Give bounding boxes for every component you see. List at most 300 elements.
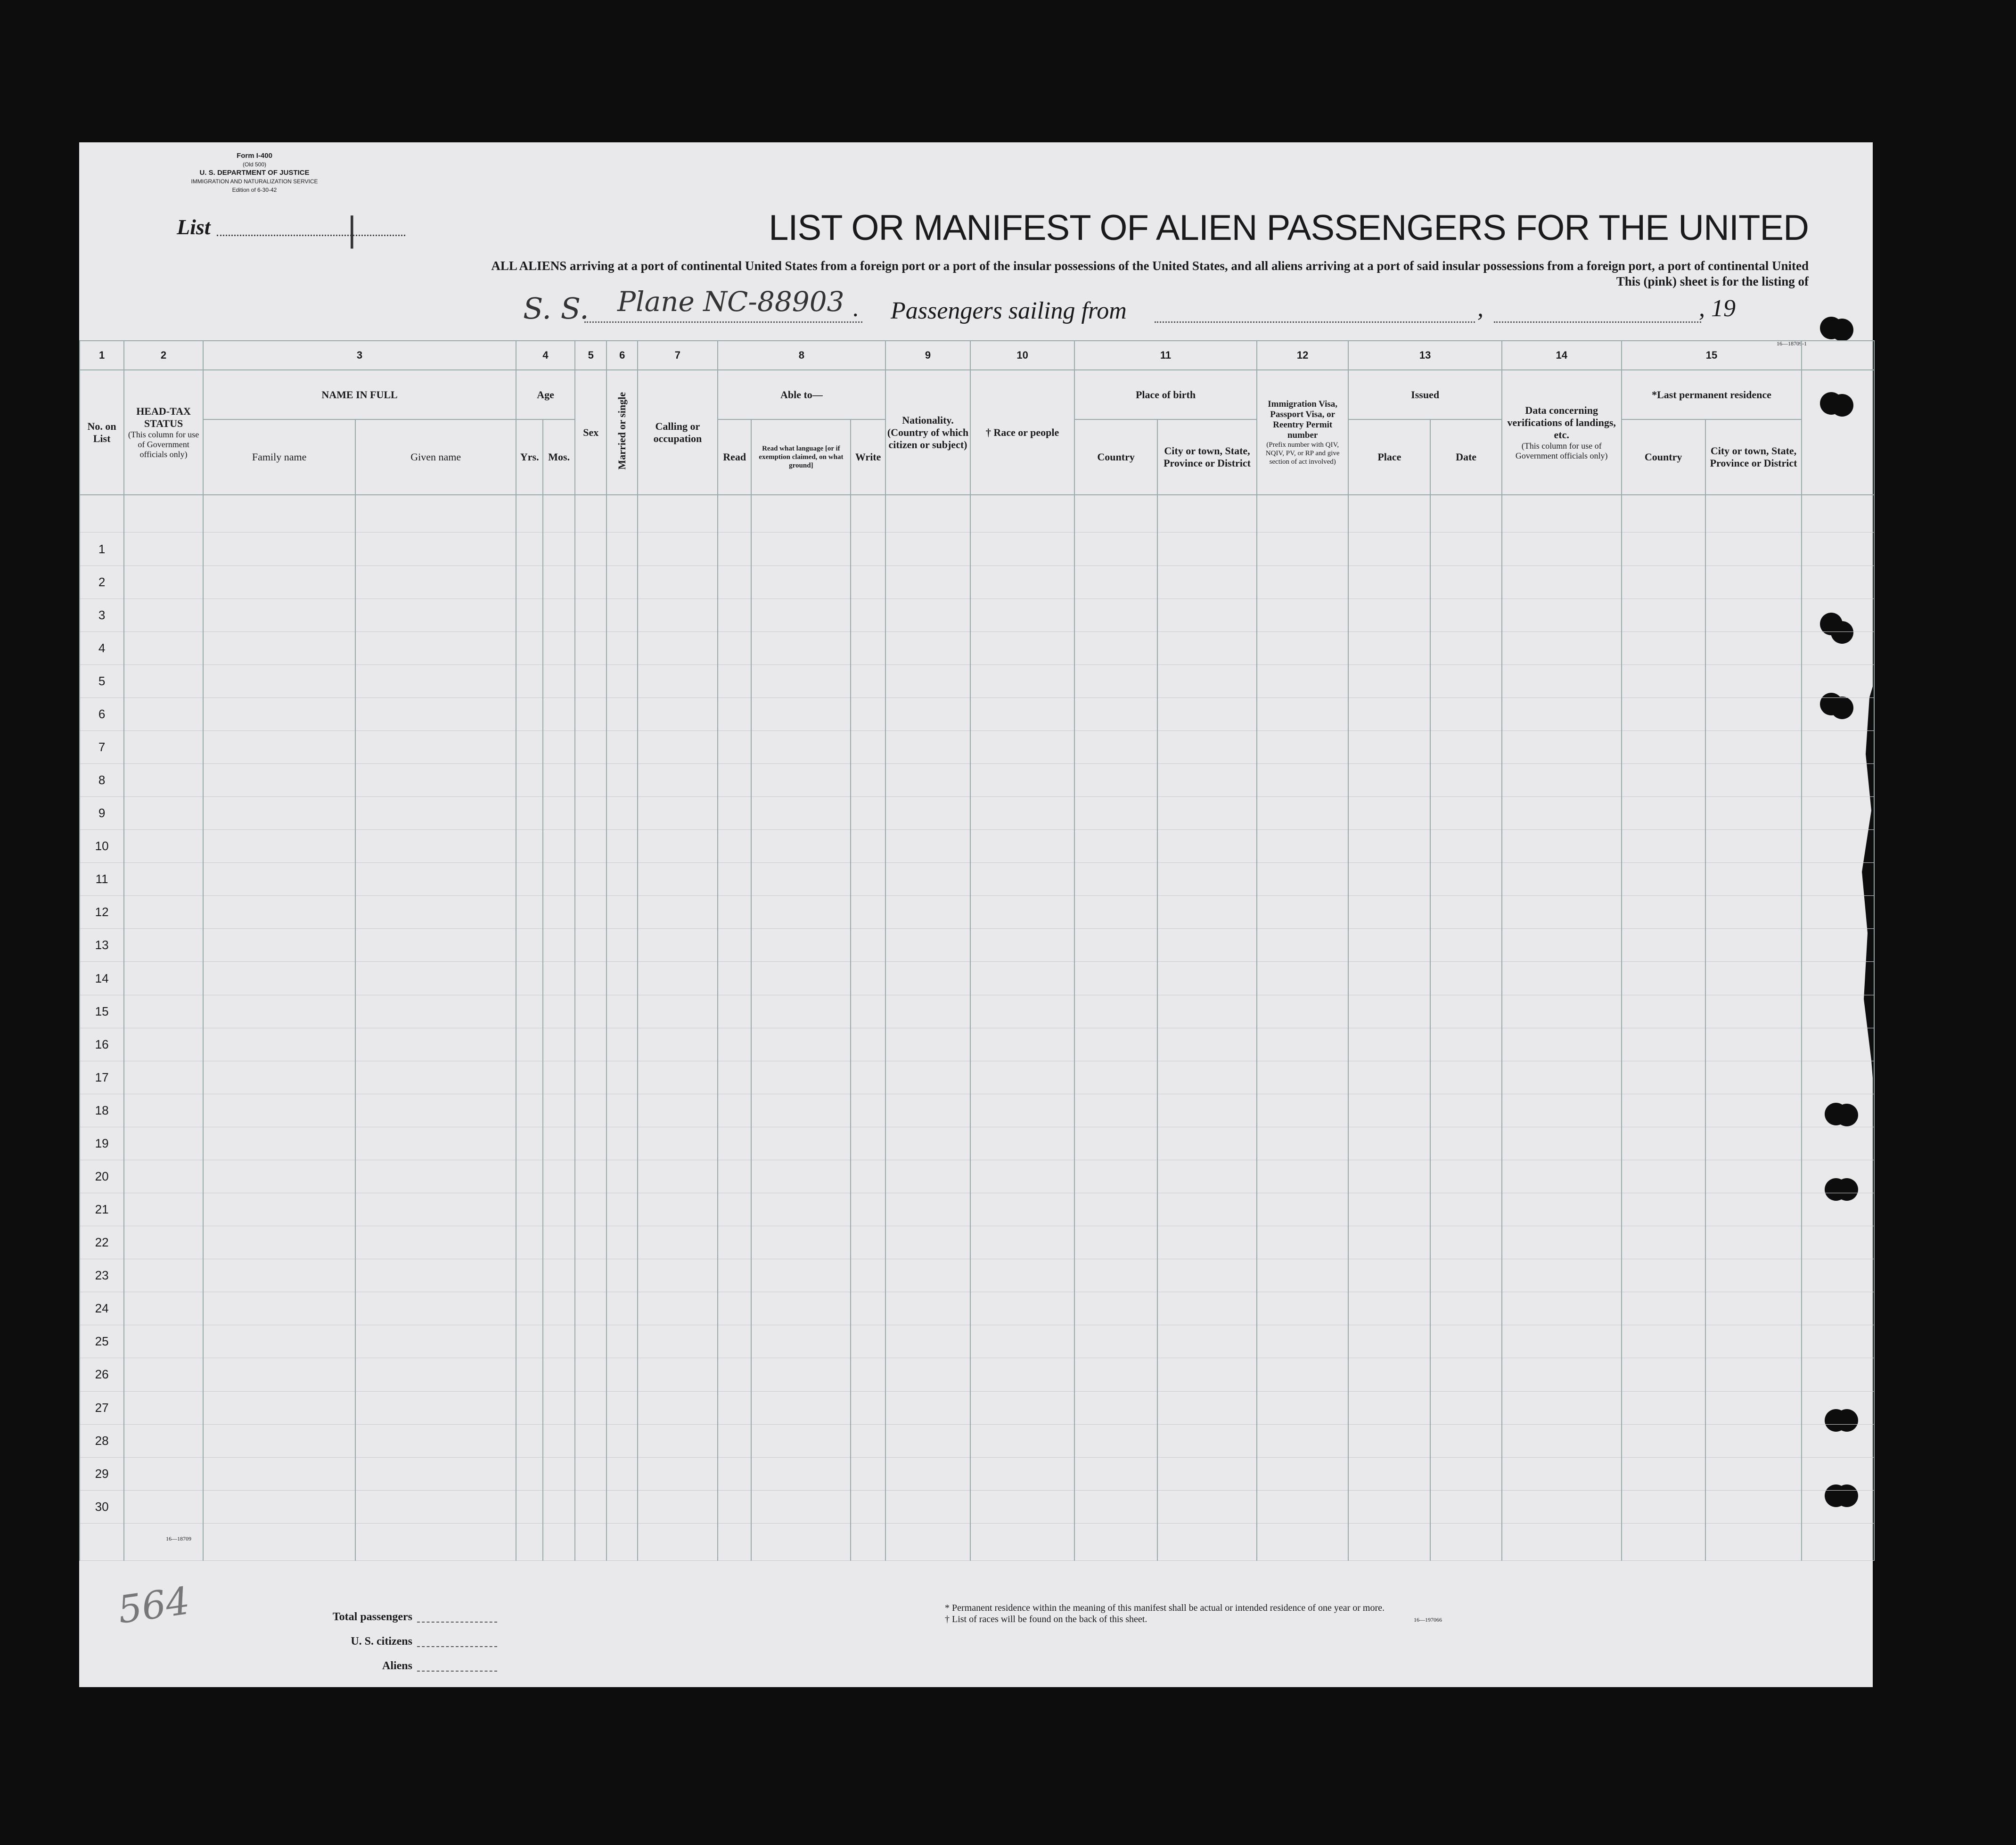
row-cell <box>516 1028 543 1061</box>
row-cell <box>1705 797 1802 830</box>
row-cell <box>516 1160 543 1193</box>
row-cell <box>203 1193 355 1226</box>
row-cell <box>543 730 575 763</box>
row-cell <box>851 1193 885 1226</box>
row-cell <box>516 863 543 896</box>
row-number: 21 <box>80 1193 124 1226</box>
row-cell <box>1502 1292 1622 1325</box>
row-cell <box>124 1160 203 1193</box>
row-cell <box>1802 962 1874 995</box>
row-cell <box>1157 1457 1257 1490</box>
year-prefix: , 19 <box>1699 295 1736 322</box>
vessel-period: . <box>853 295 859 322</box>
row-cell <box>1348 1292 1430 1325</box>
table-row <box>80 1127 1874 1160</box>
row-cell <box>1074 730 1157 763</box>
row-cell <box>1348 1259 1430 1292</box>
row-number: 2 <box>80 566 124 599</box>
row-cell <box>970 631 1074 664</box>
row-cell <box>1157 664 1257 697</box>
row-cell <box>970 1193 1074 1226</box>
row-cell <box>124 962 203 995</box>
row-cell <box>1705 1259 1802 1292</box>
row-cell <box>355 1028 516 1061</box>
row-cell <box>1157 797 1257 830</box>
row-cell <box>970 1160 1074 1193</box>
row-cell <box>606 664 637 697</box>
row-cell <box>718 1457 752 1490</box>
row-cell <box>516 1523 543 1560</box>
row-cell <box>1257 1358 1348 1391</box>
sailing-label: Passengers sailing from <box>891 297 1127 324</box>
row-number: 7 <box>80 730 124 763</box>
row-cell <box>1257 1292 1348 1325</box>
row-cell <box>1074 962 1157 995</box>
row-cell <box>1705 962 1802 995</box>
row-cell <box>516 1292 543 1325</box>
row-cell <box>575 566 607 599</box>
head-tax-sub: (This column for use of Government officials only) <box>128 430 199 459</box>
row-cell <box>638 599 718 631</box>
row-cell <box>638 1226 718 1259</box>
row-cell <box>1802 1226 1874 1259</box>
row-cell <box>1157 1259 1257 1292</box>
row-cell <box>851 863 885 896</box>
row-number: 8 <box>80 764 124 797</box>
form-old-number: (Old 500) <box>242 161 267 168</box>
row-cell <box>1257 533 1348 566</box>
row-cell <box>606 1160 637 1193</box>
table-row <box>80 566 1874 599</box>
list-number: | <box>346 210 358 249</box>
row-cell <box>355 1292 516 1325</box>
row-cell <box>1430 1061 1501 1094</box>
row-cell <box>885 995 970 1028</box>
header-margin <box>1802 370 1874 495</box>
row-cell <box>851 631 885 664</box>
row-cell <box>718 1160 752 1193</box>
row-cell <box>1622 1292 1705 1325</box>
row-cell <box>124 830 203 863</box>
col-num: 8 <box>718 341 885 370</box>
row-cell <box>970 1292 1074 1325</box>
row-cell <box>718 830 752 863</box>
row-cell <box>718 1127 752 1160</box>
row-cell <box>355 1226 516 1259</box>
row-cell <box>1502 764 1622 797</box>
row-cell <box>1430 962 1501 995</box>
row-cell <box>516 1226 543 1259</box>
row-number: 13 <box>80 929 124 962</box>
row-cell <box>885 1391 970 1424</box>
total-passengers-label: Total passengers <box>332 1611 412 1623</box>
row-cell <box>751 1292 851 1325</box>
row-cell <box>638 896 718 929</box>
row-number: 6 <box>80 697 124 730</box>
row-cell <box>1074 1259 1157 1292</box>
row-cell <box>355 730 516 763</box>
row-cell <box>970 1127 1074 1160</box>
row-cell <box>124 1028 203 1061</box>
col-num: 6 <box>606 341 637 370</box>
row-cell <box>124 1457 203 1490</box>
col-num: 5 <box>575 341 607 370</box>
row-cell <box>543 896 575 929</box>
row-cell <box>751 1193 851 1226</box>
row-cell <box>203 631 355 664</box>
nationality-sub: (Country of which citizen or subject) <box>887 426 969 451</box>
row-cell <box>1348 1160 1430 1193</box>
row-cell <box>203 1094 355 1127</box>
row-cell <box>885 929 970 962</box>
row-cell <box>606 797 637 830</box>
row-cell <box>1802 1490 1874 1523</box>
row-cell <box>1157 599 1257 631</box>
row-cell <box>355 1325 516 1358</box>
row-cell <box>885 697 970 730</box>
row-cell <box>1430 1490 1501 1523</box>
row-cell <box>1705 1061 1802 1094</box>
row-cell <box>1348 1028 1430 1061</box>
row-cell <box>1074 1061 1157 1094</box>
row-cell <box>851 764 885 797</box>
table-row <box>80 1193 1874 1226</box>
row-cell <box>575 1193 607 1226</box>
row-cell <box>124 533 203 566</box>
row-cell <box>543 1391 575 1424</box>
row-cell <box>638 863 718 896</box>
row-cell <box>638 1028 718 1061</box>
row-cell <box>203 697 355 730</box>
header-verifications <box>1502 370 1622 495</box>
row-cell <box>1622 1490 1705 1523</box>
row-cell <box>1257 896 1348 929</box>
row-cell <box>543 764 575 797</box>
row-cell <box>1705 863 1802 896</box>
row-cell <box>1348 830 1430 863</box>
page-number: 564 <box>115 1578 193 1632</box>
row-cell <box>851 1226 885 1259</box>
row-cell <box>1502 1127 1622 1160</box>
row-cell <box>970 664 1074 697</box>
form-code-top: 16—18709-1 <box>1777 340 1807 347</box>
row-cell <box>638 1292 718 1325</box>
row-cell <box>1802 1424 1874 1457</box>
row-cell <box>355 1457 516 1490</box>
row-cell <box>1502 896 1622 929</box>
row-cell <box>1257 631 1348 664</box>
row-cell <box>203 1127 355 1160</box>
row-cell <box>1802 896 1874 929</box>
header-race: † Race or people <box>970 370 1074 495</box>
row-cell <box>1074 863 1157 896</box>
row-cell <box>1157 764 1257 797</box>
row-cell <box>543 599 575 631</box>
row-cell <box>1802 863 1874 896</box>
row-cell <box>1502 830 1622 863</box>
row-cell <box>1257 730 1348 763</box>
row-cell <box>1705 1457 1802 1490</box>
row-cell <box>1705 764 1802 797</box>
row-cell <box>885 1127 970 1160</box>
row-cell <box>970 599 1074 631</box>
row-cell <box>885 730 970 763</box>
header-head-tax <box>124 370 203 495</box>
row-cell <box>1074 1193 1157 1226</box>
row-cell <box>1622 1160 1705 1193</box>
row-cell <box>1705 1094 1802 1127</box>
row-cell <box>718 929 752 962</box>
row-cell <box>1502 962 1622 995</box>
row-cell <box>606 1424 637 1457</box>
row-cell <box>516 533 543 566</box>
row-cell <box>851 1094 885 1127</box>
row-cell <box>1348 1490 1430 1523</box>
row-cell <box>885 1490 970 1523</box>
row-cell <box>606 1391 637 1424</box>
row-cell <box>203 1292 355 1325</box>
row-cell <box>1257 1160 1348 1193</box>
row-cell <box>1348 1094 1430 1127</box>
row-cell <box>1257 1490 1348 1523</box>
row-cell <box>1257 566 1348 599</box>
row-cell <box>1705 1424 1802 1457</box>
row-cell <box>516 1457 543 1490</box>
row-cell <box>851 1292 885 1325</box>
row-cell <box>1348 566 1430 599</box>
row-cell <box>1257 599 1348 631</box>
row-cell <box>124 1358 203 1391</box>
row-cell <box>638 1457 718 1490</box>
col-num: 7 <box>638 341 718 370</box>
table-row <box>80 995 1874 1028</box>
row-cell <box>638 1094 718 1127</box>
row-cell <box>606 1061 637 1094</box>
row-cell <box>543 1358 575 1391</box>
row-cell <box>1802 1391 1874 1424</box>
table-row <box>80 1061 1874 1094</box>
row-cell <box>1802 1061 1874 1094</box>
row-cell <box>970 830 1074 863</box>
row-cell <box>885 533 970 566</box>
row-cell <box>124 929 203 962</box>
row-cell <box>718 1358 752 1391</box>
row-number: 24 <box>80 1292 124 1325</box>
row-cell <box>606 1226 637 1259</box>
row-cell <box>885 1457 970 1490</box>
row-cell <box>718 1391 752 1424</box>
row-cell <box>575 1325 607 1358</box>
vessel-field-line <box>584 321 862 323</box>
row-cell <box>970 1028 1074 1061</box>
row-cell <box>203 1424 355 1457</box>
row-cell <box>1257 863 1348 896</box>
row-cell <box>124 1193 203 1226</box>
header-able-to: Able to— <box>718 370 885 419</box>
row-cell <box>543 830 575 863</box>
row-cell <box>1430 697 1501 730</box>
row-cell <box>124 896 203 929</box>
us-citizens-field <box>417 1629 497 1647</box>
row-cell <box>516 896 543 929</box>
row-cell <box>1074 664 1157 697</box>
aliens-label: Aliens <box>382 1660 412 1672</box>
form-number: Form I-400 <box>237 152 272 160</box>
row-cell <box>751 1358 851 1391</box>
table-row <box>80 1358 1874 1391</box>
row-cell <box>885 1259 970 1292</box>
row-cell <box>751 1127 851 1160</box>
row-cell <box>1802 1523 1874 1560</box>
row-cell <box>355 929 516 962</box>
row-cell <box>1802 1259 1874 1292</box>
row-cell <box>1430 566 1501 599</box>
row-cell <box>1430 1259 1501 1292</box>
table-row <box>80 1391 1874 1424</box>
row-cell <box>1622 566 1705 599</box>
row-cell <box>851 1358 885 1391</box>
row-cell <box>851 1160 885 1193</box>
row-cell <box>355 962 516 995</box>
row-cell <box>1622 1424 1705 1457</box>
row-cell <box>970 1424 1074 1457</box>
row-cell <box>1257 1325 1348 1358</box>
row-cell <box>1257 1028 1348 1061</box>
row-cell <box>1802 631 1874 664</box>
header-residence-country: Country <box>1622 419 1705 495</box>
row-number: 19 <box>80 1127 124 1160</box>
row-cell <box>885 1358 970 1391</box>
row-cell <box>638 1061 718 1094</box>
row-cell <box>203 1325 355 1358</box>
row-cell <box>1705 929 1802 962</box>
row-cell <box>355 797 516 830</box>
row-cell <box>355 830 516 863</box>
row-number: 12 <box>80 896 124 929</box>
row-cell <box>575 730 607 763</box>
row-cell <box>1157 1292 1257 1325</box>
date-field-line <box>1494 321 1701 323</box>
row-number: 22 <box>80 1226 124 1259</box>
row-cell <box>1348 1391 1430 1424</box>
row-cell <box>516 764 543 797</box>
row-number: 10 <box>80 830 124 863</box>
row-cell <box>1157 1226 1257 1259</box>
row-cell <box>543 1457 575 1490</box>
row-cell <box>1622 1457 1705 1490</box>
table-row <box>80 830 1874 863</box>
row-number: 25 <box>80 1325 124 1358</box>
row-cell <box>970 1094 1074 1127</box>
row-cell <box>1348 962 1430 995</box>
row-cell <box>1502 995 1622 1028</box>
row-cell <box>203 1358 355 1391</box>
header-family-name: Family name <box>203 419 355 495</box>
row-cell <box>203 1523 355 1560</box>
row-cell <box>851 1424 885 1457</box>
row-cell <box>355 764 516 797</box>
table-row <box>80 664 1874 697</box>
row-cell <box>1705 1490 1802 1523</box>
col-num: 3 <box>203 341 516 370</box>
row-cell <box>851 1259 885 1292</box>
nationality-title: Nationality. <box>902 414 954 426</box>
row-cell <box>970 1325 1074 1358</box>
head-tax-title: HEAD-TAX STATUS <box>136 405 191 430</box>
row-cell <box>1430 797 1501 830</box>
row-cell <box>575 995 607 1028</box>
header-visa <box>1257 370 1348 495</box>
row-cell <box>355 566 516 599</box>
row-cell <box>1430 929 1501 962</box>
row-cell <box>751 929 851 962</box>
row-cell <box>575 1028 607 1061</box>
row-cell <box>1502 1028 1622 1061</box>
form-identification <box>137 152 372 194</box>
row-cell <box>606 1523 637 1560</box>
row-cell <box>970 1061 1074 1094</box>
row-cell <box>1622 1061 1705 1094</box>
row-cell <box>355 896 516 929</box>
row-cell <box>124 599 203 631</box>
row-cell <box>543 1094 575 1127</box>
row-cell <box>1430 896 1501 929</box>
row-cell <box>970 1259 1074 1292</box>
row-cell <box>751 631 851 664</box>
row-cell <box>751 962 851 995</box>
row-cell <box>718 631 752 664</box>
row-cell <box>851 730 885 763</box>
table-row <box>80 1490 1874 1523</box>
row-cell <box>1622 764 1705 797</box>
row-cell <box>1157 929 1257 962</box>
row-cell <box>1705 631 1802 664</box>
row-cell <box>516 697 543 730</box>
row-cell <box>575 1358 607 1391</box>
row-cell <box>1430 631 1501 664</box>
row-cell <box>606 1325 637 1358</box>
row-cell <box>751 1391 851 1424</box>
row-cell <box>575 1061 607 1094</box>
row-cell <box>1802 599 1874 631</box>
sailing-comma: , <box>1477 295 1483 322</box>
row-cell <box>1348 1061 1430 1094</box>
row-cell <box>1622 863 1705 896</box>
row-cell <box>575 1160 607 1193</box>
row-cell <box>1802 1127 1874 1160</box>
row-cell <box>1502 631 1622 664</box>
row-cell <box>575 1127 607 1160</box>
row-cell <box>543 1226 575 1259</box>
total-passengers-field <box>417 1605 497 1623</box>
row-cell <box>543 566 575 599</box>
row-cell <box>124 1061 203 1094</box>
row-cell <box>1074 929 1157 962</box>
row-cell <box>1430 599 1501 631</box>
row-cell <box>124 1094 203 1127</box>
row-cell <box>516 664 543 697</box>
row-cell <box>1802 797 1874 830</box>
row-cell <box>1348 697 1430 730</box>
row-cell <box>851 664 885 697</box>
row-cell <box>1502 1226 1622 1259</box>
row-cell <box>1430 1391 1501 1424</box>
row-cell <box>1705 697 1802 730</box>
row-cell <box>638 1127 718 1160</box>
row-cell <box>1802 1358 1874 1391</box>
row-cell <box>1622 533 1705 566</box>
row-cell <box>718 995 752 1028</box>
